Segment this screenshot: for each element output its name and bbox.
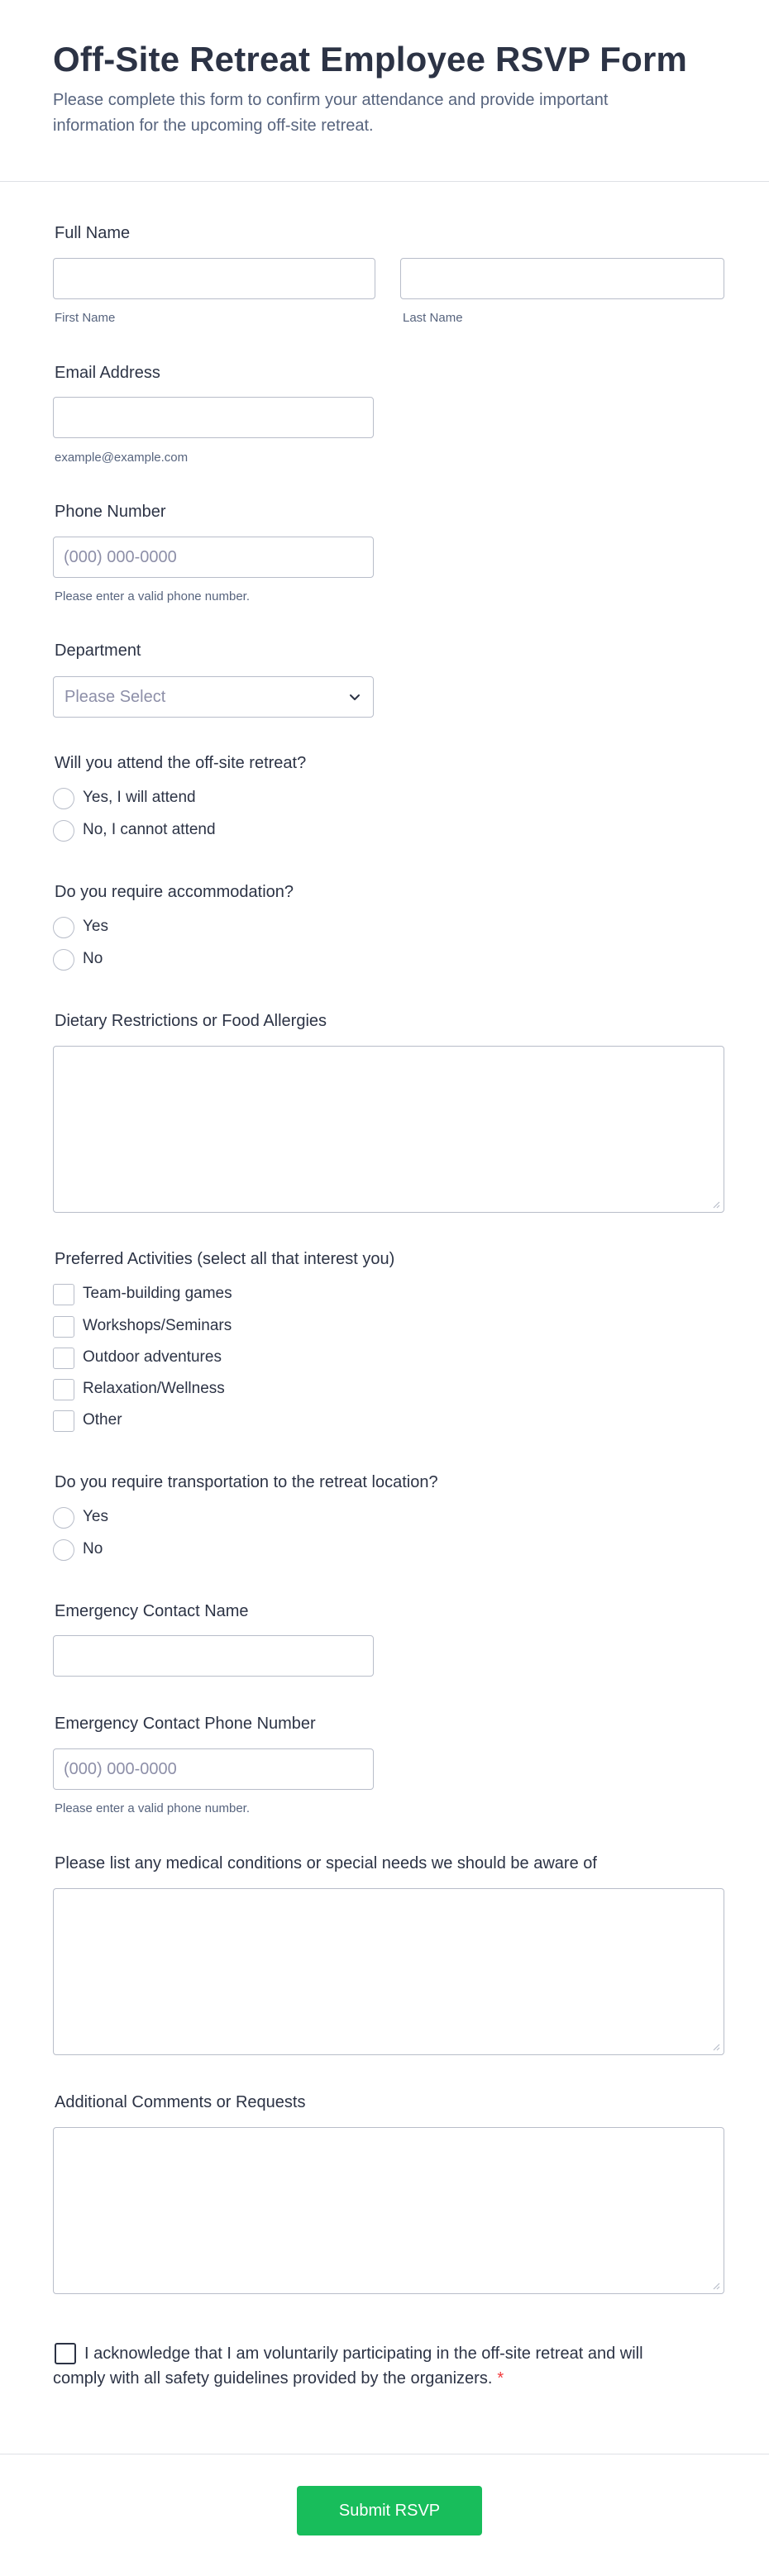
emergency-phone-input[interactable] — [53, 1748, 374, 1790]
option-label: No, I cannot attend — [83, 821, 216, 838]
acknowledgement-label — [53, 2341, 665, 2391]
resize-handle-icon[interactable] — [712, 1200, 720, 1209]
radio-button[interactable] — [53, 820, 74, 842]
comments-textarea[interactable] — [53, 2127, 724, 2294]
last-name-sublabel: Last Name — [403, 311, 463, 325]
radio-button[interactable] — [53, 949, 74, 971]
emergency-name-input[interactable] — [53, 1635, 374, 1677]
required-asterisk: * — [497, 2369, 504, 2388]
emergency-phone-label: Emergency Contact Phone Number — [55, 1715, 316, 1733]
phone-label: Phone Number — [55, 503, 166, 521]
phone-sublabel: Please enter a valid phone number. — [55, 589, 250, 603]
dietary-label: Dietary Restrictions or Food Allergies — [55, 1012, 327, 1030]
medical-label: Please list any medical conditions or special needs we should be aware of — [55, 1854, 597, 1872]
medical-textarea[interactable] — [53, 1888, 724, 2055]
chevron-down-icon — [348, 690, 361, 704]
submit-rsvp-button[interactable]: Submit RSVP — [297, 2486, 482, 2535]
form-header — [0, 0, 769, 182]
email-input[interactable] — [53, 397, 374, 438]
form-subtitle: Please complete this form to confirm your attendance and provide important information for the upcoming off-site retreat. — [53, 91, 609, 135]
option-label: Other — [83, 1411, 122, 1429]
last-name-input[interactable] — [400, 258, 724, 299]
attend-label: Will you attend the off-site retreat? — [55, 754, 307, 772]
checkbox[interactable] — [53, 1410, 74, 1432]
emergency-name-label: Emergency Contact Name — [55, 1602, 249, 1620]
resize-handle-icon[interactable] — [712, 2282, 720, 2290]
email-sublabel: example@example.com — [55, 451, 189, 465]
phone-input[interactable] — [53, 537, 374, 578]
accommodation-label: Do you require accommodation? — [55, 883, 294, 901]
emergency-phone-sublabel: Please enter a valid phone number. — [55, 1801, 250, 1815]
department-selected-value: Please Select — [64, 688, 166, 706]
option-label: Outdoor adventures — [83, 1348, 222, 1366]
option-label: Team-building games — [83, 1285, 232, 1302]
option-label: Relaxation/Wellness — [83, 1380, 225, 1397]
department-select[interactable] — [53, 676, 374, 718]
option-label: Yes — [83, 1508, 108, 1525]
radio-button[interactable] — [53, 788, 74, 809]
comments-label: Additional Comments or Requests — [55, 2093, 306, 2111]
checkbox[interactable] — [53, 1379, 74, 1400]
radio-button[interactable] — [53, 1539, 74, 1561]
full-name-label: Full Name — [55, 224, 131, 242]
radio-button[interactable] — [53, 1507, 74, 1529]
acknowledgement-text: I acknowledge that I am voluntarily participating in the off-site retreat and will comply with all safety guidelines provided by the organizers. — [53, 2345, 643, 2388]
option-label: No — [83, 950, 103, 967]
form-title: Off-Site Retreat Employee RSVP Form — [53, 40, 688, 79]
checkbox[interactable] — [53, 1316, 74, 1338]
option-label: Yes, I will attend — [83, 789, 196, 806]
form-footer — [0, 2454, 769, 2576]
first-name-input[interactable] — [53, 258, 375, 299]
department-label: Department — [55, 642, 141, 660]
option-label: Workshops/Seminars — [83, 1317, 232, 1334]
option-label: Yes — [83, 918, 108, 935]
option-label: No — [83, 1540, 103, 1558]
activities-label: Preferred Activities (select all that interest you) — [55, 1250, 395, 1268]
checkbox[interactable] — [53, 1284, 74, 1305]
resize-handle-icon[interactable] — [712, 2043, 720, 2051]
first-name-sublabel: First Name — [55, 311, 116, 325]
radio-button[interactable] — [53, 917, 74, 938]
email-label: Email Address — [55, 364, 160, 382]
dietary-textarea[interactable] — [53, 1046, 724, 1213]
transportation-label: Do you require transportation to the retreat location? — [55, 1473, 438, 1491]
checkbox[interactable] — [53, 1348, 74, 1369]
